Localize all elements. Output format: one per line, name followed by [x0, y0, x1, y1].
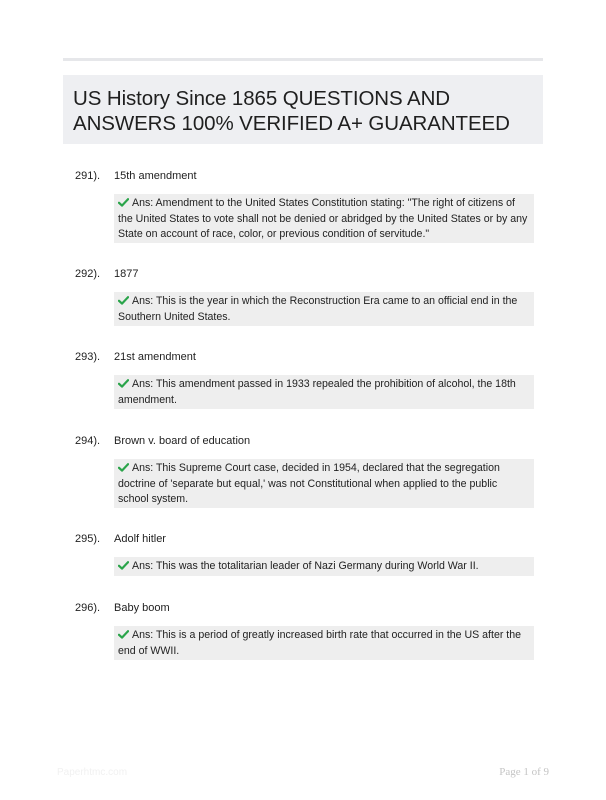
question-text: Adolf hitler [114, 533, 166, 545]
answer-box [114, 626, 534, 660]
check-icon [118, 198, 129, 207]
top-divider [63, 58, 543, 61]
answer-box [114, 375, 534, 409]
question-text: Baby boom [114, 602, 170, 614]
question-number: 291). [75, 170, 101, 182]
question-number: 296). [75, 602, 101, 614]
check-icon [118, 630, 129, 639]
question-text: 1877 [114, 268, 139, 280]
check-icon [118, 296, 129, 305]
check-icon [118, 379, 129, 388]
answer-text: Ans: This is a period of greatly increased birth rate that occurred in the US after the end of WWII. [118, 629, 522, 657]
check-icon [118, 561, 129, 570]
answer-box [114, 557, 534, 576]
answer-box [114, 292, 534, 326]
answer-text: Ans: This was the totalitarian leader of Nazi Germany during World War II. [132, 560, 479, 572]
answer-box [114, 194, 534, 243]
question-text: 21st amendment [114, 351, 196, 363]
answer-text: Ans: This is the year in which the Reconstruction Era came to an official end in the Southern United States. [118, 295, 518, 323]
question-number: 295). [75, 533, 101, 545]
question-text: 15th amendment [114, 170, 197, 182]
check-icon [118, 463, 129, 472]
answer-box [114, 459, 534, 508]
page-number: Page 1 of 9 [499, 766, 549, 778]
question-number: 293). [75, 351, 101, 363]
answer-text: Ans: Amendment to the United States Constitution stating: "The right of citizens of the United States to vote shall not be denied or abridged by the United States or by any State on account of race, color, or previous condition of servitude." [118, 197, 528, 240]
question-text: Brown v. board of education [114, 435, 251, 447]
page-title: US History Since 1865 QUESTIONS AND ANSWERS 100% VERIFIED A+ GUARANTEED [73, 87, 510, 135]
question-number: 292). [75, 268, 101, 280]
answer-text: Ans: This Supreme Court case, decided in 1954, declared that the segregation doctrine of 'separate but equal,' was not Constitutional when applied to the public school system. [118, 462, 500, 505]
answer-text: Ans: This amendment passed in 1933 repealed the prohibition of alcohol, the 18th amendment. [118, 378, 516, 406]
title-banner [63, 75, 543, 144]
footer-site-watermark: Paperhtmc.com [57, 767, 128, 778]
question-number: 294). [75, 435, 101, 447]
